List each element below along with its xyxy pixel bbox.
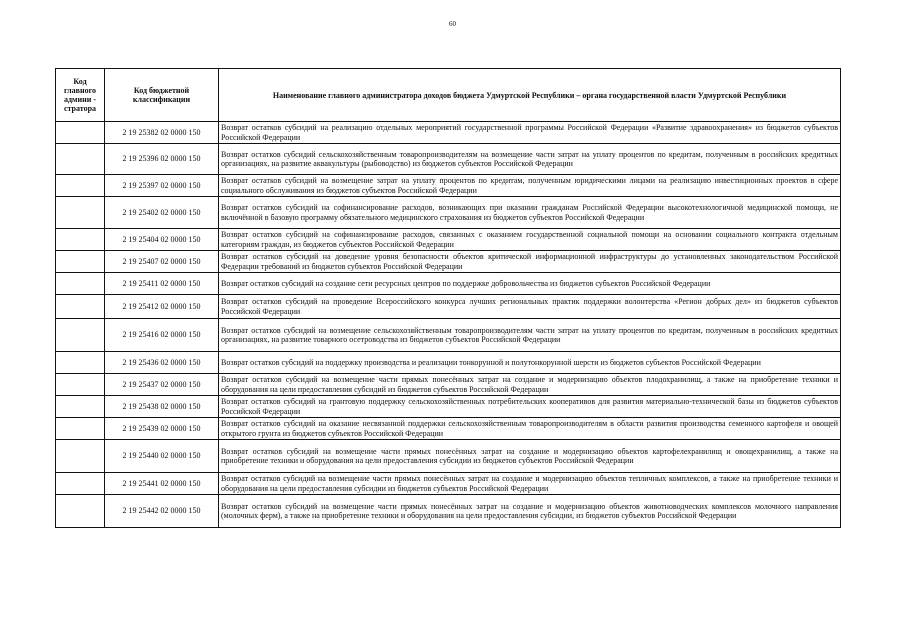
admin-code-cell — [56, 175, 105, 197]
budget-code-cell: 2 19 25411 02 0000 150 — [105, 273, 219, 295]
budget-code-cell: 2 19 25402 02 0000 150 — [105, 197, 219, 229]
name-cell: Возврат остатков субсидий сельскохозяйственным товаропроизводителям на возмещение части затрат на уплату процентов по кредитам, полученным в российских кредитных организациях, на развитие аквакультуры (рыбоводство) из бюджетов субъектов Российской Федерации — [219, 144, 841, 175]
table-row — [56, 352, 841, 374]
table-row — [56, 495, 841, 528]
name-cell: Возврат остатков субсидий на доведение уровня безопасности объектов критической информационной инфраструктуры до установленных законодательством Российской Федерации требований из бюджетов субъектов Российской Федерации — [219, 251, 841, 273]
budget-code-cell: 2 19 25436 02 0000 150 — [105, 352, 219, 374]
name-cell: Возврат остатков субсидий на возмещение части прямых понесённых затрат на создание и модернизацию объектов картофелехранилищ и овощехранилищ, а также на приобретение техники и оборудования на цели предоставления субсидии из бюджетов субъектов Российской Федерации — [219, 440, 841, 473]
table-row — [56, 473, 841, 495]
admin-code-cell — [56, 295, 105, 319]
name-cell: Возврат остатков субсидий на создание сети ресурсных центров по поддержке добровольчества из бюджетов субъектов Российской Федерации — [219, 273, 841, 295]
admin-code-cell — [56, 440, 105, 473]
admin-code-cell — [56, 229, 105, 251]
budget-code-cell: 2 19 25442 02 0000 150 — [105, 495, 219, 528]
budget-code-cell: 2 19 25407 02 0000 150 — [105, 251, 219, 273]
name-cell: Возврат остатков субсидий на поддержку производства и реализации тонкорунной и полутонкорунной шерсти из бюджетов субъектов Российской Федерации — [219, 352, 841, 374]
table-row — [56, 418, 841, 440]
budget-code-cell: 2 19 25382 02 0000 150 — [105, 122, 219, 144]
name-cell: Возврат остатков субсидий на возмещение части прямых понесённых затрат на создание и модернизацию объектов плодохранилищ, а также на приобретение техники и оборудования на цели предоставления субсидий из бюджетов субъектов Российской Федерации — [219, 374, 841, 396]
name-cell: Возврат остатков субсидий на возмещение затрат на уплату процентов по кредитам, полученным юридическими лицами на реализацию инвестиционных проектов в сфере социального обслуживания из бюджетов субъектов Российской Федерации — [219, 175, 841, 197]
header-admin-code: Код главного админи - стратора — [56, 69, 105, 122]
table-row — [56, 175, 841, 197]
name-cell: Возврат остатков субсидий на возмещение сельскохозяйственным товаропроизводителям части затрат на уплату процентов по кредитам, полученным в российских кредитных организациях, на развитие товарного осетроводства из бюджетов субъектов Российской Федерации — [219, 319, 841, 352]
budget-code-cell: 2 19 25412 02 0000 150 — [105, 295, 219, 319]
admin-code-cell — [56, 273, 105, 295]
budget-code-cell: 2 19 25438 02 0000 150 — [105, 396, 219, 418]
header-budget-code: Код бюджетной классификации — [105, 69, 219, 122]
admin-code-cell — [56, 418, 105, 440]
name-cell: Возврат остатков субсидий на оказание несвязанной поддержки сельскохозяйственным товаропроизводителям в области развития производства семенного картофеля и овощей открытого грунта из бюджетов субъектов Российской Федерации — [219, 418, 841, 440]
name-cell: Возврат остатков субсидий на возмещение части прямых понесённых затрат на создание и модернизацию объектов животноводческих комплексов молочного направления (молочных ферм), а также на приобретение техники и оборудования на цели предоставления субсидии, из бюджетов субъектов Российской Федерации — [219, 495, 841, 528]
budget-code-cell: 2 19 25416 02 0000 150 — [105, 319, 219, 352]
budget-code-cell: 2 19 25440 02 0000 150 — [105, 440, 219, 473]
table-row — [56, 122, 841, 144]
table-row — [56, 251, 841, 273]
table-row — [56, 144, 841, 175]
admin-code-cell — [56, 473, 105, 495]
budget-code-cell: 2 19 25439 02 0000 150 — [105, 418, 219, 440]
budget-code-cell: 2 19 25397 02 0000 150 — [105, 175, 219, 197]
table-row — [56, 197, 841, 229]
revenue-codes-table — [55, 68, 841, 528]
name-cell: Возврат остатков субсидий на реализацию отдельных мероприятий государственной программы Российской Федерации «Развитие здравоохранения» из бюджетов субъектов Российской Федерации — [219, 122, 841, 144]
name-cell: Возврат остатков субсидий на софинансирование расходов, связанных с оказанием государственной социальной помощи на основании социального контракта отдельным категориям граждан, из бюджетов субъектов Российской Федерации — [219, 229, 841, 251]
admin-code-cell — [56, 396, 105, 418]
name-cell: Возврат остатков субсидий на софинансирование расходов, возникающих при оказании гражданам Российской Федерации высокотехнологичной медицинской помощи, не включённой в базовую программу обязательного медицинского страхования из бюджетов субъектов Российской Федерации — [219, 197, 841, 229]
table-body — [56, 122, 841, 528]
header-administrator-name: Наименование главного администратора доходов бюджета Удмуртской Республики – органа государственной власти Удмуртской Республики — [219, 69, 841, 122]
table-row — [56, 295, 841, 319]
admin-code-cell — [56, 495, 105, 528]
admin-code-cell — [56, 197, 105, 229]
page-number: 60 — [449, 20, 456, 28]
budget-code-cell: 2 19 25441 02 0000 150 — [105, 473, 219, 495]
admin-code-cell — [56, 122, 105, 144]
table-row — [56, 440, 841, 473]
table-row — [56, 396, 841, 418]
table-header-row — [56, 69, 841, 122]
table-row — [56, 229, 841, 251]
name-cell: Возврат остатков субсидий на возмещение части прямых понесённых затрат на создание и модернизацию объектов тепличных комплексов, а также на приобретение техники и оборудования на цели предоставления субсидии из бюджетов субъектов Российской Федерации — [219, 473, 841, 495]
name-cell: Возврат остатков субсидий на грантовую поддержку сельскохозяйственных потребительских кооперативов для развития материально-технической базы из бюджетов субъектов Российской Федерации — [219, 396, 841, 418]
admin-code-cell — [56, 352, 105, 374]
table-row — [56, 374, 841, 396]
name-cell: Возврат остатков субсидий на проведение Всероссийского конкурса лучших региональных практик поддержки волонтерства «Регион добрых дел» из бюджетов субъектов Российской Федерации — [219, 295, 841, 319]
admin-code-cell — [56, 374, 105, 396]
budget-code-cell: 2 19 25396 02 0000 150 — [105, 144, 219, 175]
budget-code-cell: 2 19 25437 02 0000 150 — [105, 374, 219, 396]
table-row — [56, 319, 841, 352]
table-row — [56, 273, 841, 295]
admin-code-cell — [56, 319, 105, 352]
budget-code-cell: 2 19 25404 02 0000 150 — [105, 229, 219, 251]
admin-code-cell — [56, 144, 105, 175]
admin-code-cell — [56, 251, 105, 273]
